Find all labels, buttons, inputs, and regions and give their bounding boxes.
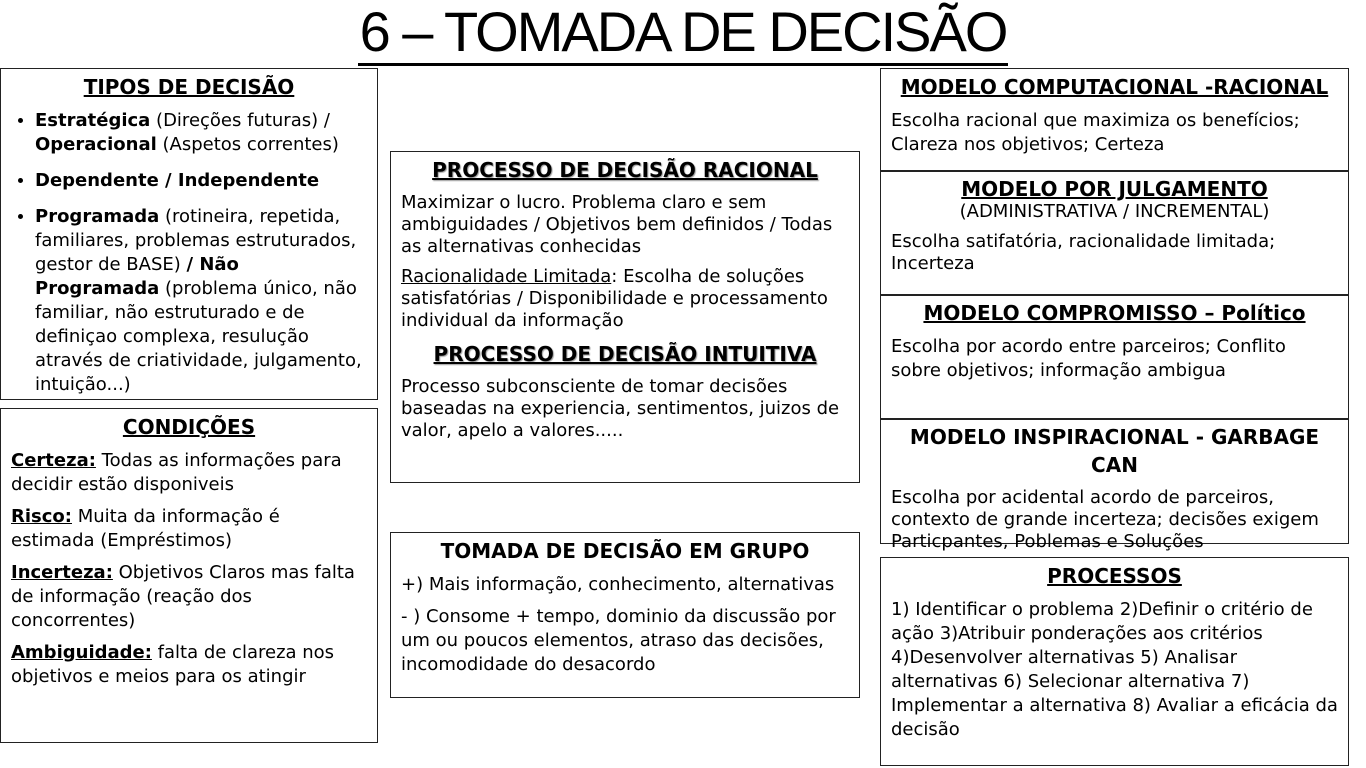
compromisso-heading: MODELO COMPROMISSO – Político [923,301,1306,325]
grupo-heading: TOMADA DE DECISÃO EM GRUPO [440,539,810,563]
condicao-incerteza: Incerteza: Objetivos Claros mas falta de informação (reação dos concorrentes) [11,562,355,631]
tipos-heading: TIPOS DE DECISÃO [83,75,295,99]
racional-text: Maximizar o lucro. Problema claro e sem ambiguidades / Objetivos bem definidos / Todas as alternativas conhecidas [401,192,833,257]
modelo-compromisso-box [880,294,1349,420]
modelo-inspiracional-box [880,418,1349,552]
grupo-minus: - ) Consome + tempo, dominio da discussão por um ou poucos elementos, atraso das decisões, incomodidade do desacordo [401,606,836,675]
condicoes-box [0,408,378,743]
processo-racional-box [390,151,860,483]
condicoes-heading: CONDIÇÕES [122,415,256,439]
condicao-risco: Risco: Muita da informação é estimada (Empréstimos) [11,506,280,551]
list-item: • Dependente / Independente [35,169,367,193]
condicao-ambiguidade: Ambiguidade: falta de clareza nos objetivos e meios para os atingir [11,642,335,687]
julgamento-subheading: (ADMINISTRATIVA / INCREMENTAL) [959,201,1270,222]
tipos-list [11,109,367,397]
grupo-box [390,532,860,698]
processos-text: 1) Identificar o problema 2)Definir o critério de ação 3)Atribuir ponderações aos critérios 4)Desenvolver alternativas 5) Analisar alternativas 6) Selecionar alternativa 7) Implementar a alternativa 8) Avaliar a eficácia da decisão [891,599,1338,740]
intuitiva-heading: PROCESSO DE DECISÃO INTUITIVA [433,342,817,366]
modelo-julgamento-box [880,170,1349,296]
modelo-computacional-box [880,68,1349,172]
julgamento-heading: MODELO POR JULGAMENTO [961,177,1268,201]
inspiracional-heading: MODELO INSPIRACIONAL - GARBAGE CAN [909,425,1320,477]
julgamento-text: Escolha satifatória, racionalidade limitada; Incerteza [891,231,1276,274]
processos-heading: PROCESSOS [1047,564,1182,588]
page-title: 6 – TOMADA DE DECISÃO [0,0,1366,64]
intuitiva-text: Processo subconsciente de tomar decisões baseadas na experiencia, sentimentos, juizos de valor, apelo a valores..... [401,376,840,441]
racional-heading: PROCESSO DE DECISÃO RACIONAL [432,158,818,182]
compromisso-text: Escolha por acordo entre parceiros; Conflito sobre objetivos; informação ambigua [891,336,1286,381]
processos-box [880,557,1349,766]
tipos-decisao-box [0,68,378,400]
list-item: • Estratégica (Direções futuras) / Operacional (Aspetos correntes) [35,109,367,157]
racionalidade-limitada: Racionalidade Limitada: Escolha de soluções satisfatórias / Disponibilidade e processamento individual da informação [401,266,828,331]
condicao-certeza: Certeza: Todas as informações para decidir estão disponiveis [11,450,342,495]
list-item: • Programada (rotineira, repetida, familiares, problemas estruturados, gestor de BASE) / Não Programada (problema único, não familiar, não estruturado e de definiçao complexa, resulução através de criatividade, julgamento, intuição...) [35,205,367,397]
computacional-heading: MODELO COMPUTACIONAL -RACIONAL [900,75,1329,99]
computacional-text: Escolha racional que maximiza os benefícios; Clareza nos objetivos; Certeza [891,110,1300,155]
grupo-plus: +) Mais informação, conhecimento, alternativas [401,574,835,595]
inspiracional-text: Escolha por acidental acordo de parceiros, contexto de grande incerteza; decisões exigem Particpantes, Poblemas e Soluções [891,487,1319,552]
